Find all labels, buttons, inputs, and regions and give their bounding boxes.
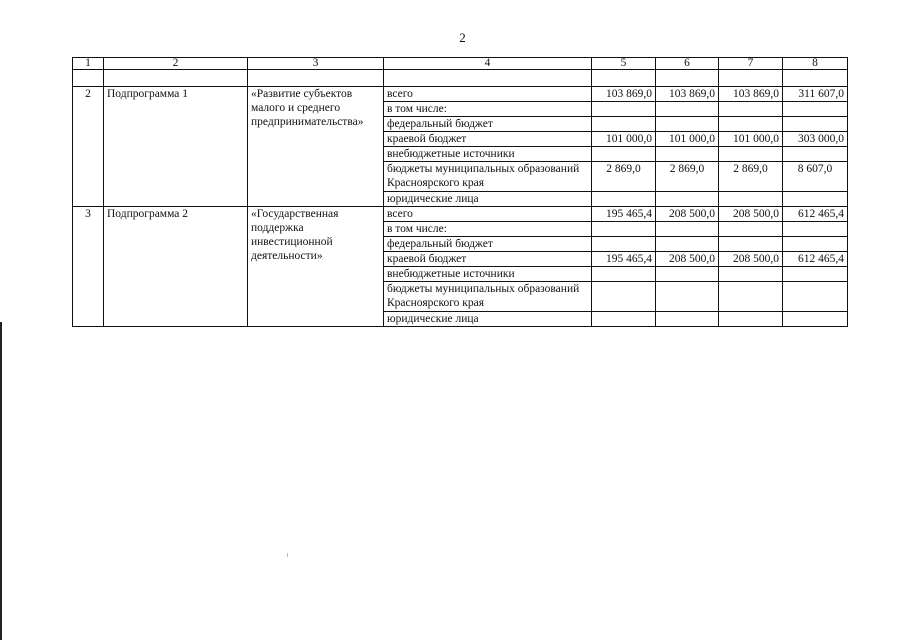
value-cell [592,237,656,252]
row-label: внебюджетные источники [384,147,592,162]
value-cell: 103 869,0 [592,87,656,102]
row-label: краевой бюджет [384,132,592,147]
row-label: внебюджетные источники [384,267,592,282]
column-header-8: 8 [783,58,848,70]
value-cell [592,282,656,312]
value-cell [783,222,848,237]
value-cell [783,282,848,312]
value-cell: 2 869,0 [592,162,656,192]
value-cell: 2 869,0 [719,162,783,192]
value-cell [783,312,848,327]
value-cell [783,102,848,117]
value-cell: 208 500,0 [719,207,783,222]
section-number: 2 [73,87,104,207]
value-cell [783,147,848,162]
funding-table [72,57,848,327]
column-header-2: 2 [104,58,248,70]
value-cell: 208 500,0 [719,252,783,267]
value-cell [592,267,656,282]
row-label: краевой бюджет [384,252,592,267]
value-cell: 101 000,0 [719,132,783,147]
value-cell [783,117,848,132]
value-cell [592,312,656,327]
value-cell: 208 500,0 [656,252,719,267]
value-cell: 612 465,4 [783,207,848,222]
value-cell [592,117,656,132]
value-cell [719,117,783,132]
column-header-3: 3 [248,58,384,70]
value-cell [592,192,656,207]
spacer-row [73,70,848,87]
section-number: 3 [73,207,104,327]
row-label: юридические лица [384,192,592,207]
column-header-7: 7 [719,58,783,70]
subprogram-title: «Государственная поддержка инвестиционной деятельности» [248,207,384,327]
value-cell [592,102,656,117]
scan-edge-line [0,322,2,640]
value-cell [719,222,783,237]
column-header-6: 6 [656,58,719,70]
value-cell: 612 465,4 [783,252,848,267]
value-cell [656,267,719,282]
row-label: в том числе: [384,222,592,237]
subprogram-name: Подпрограмма 1 [104,87,248,207]
value-cell [783,192,848,207]
value-cell: 303 000,0 [783,132,848,147]
value-cell [656,192,719,207]
value-cell: 8 607,0 [783,162,848,192]
value-cell [656,117,719,132]
table-row [73,87,848,102]
value-cell [719,312,783,327]
value-cell [592,222,656,237]
value-cell [656,282,719,312]
value-cell [656,102,719,117]
row-label: бюджеты муниципальных образований Красноярского края [384,282,592,312]
value-cell [783,237,848,252]
value-cell [719,102,783,117]
scan-speck [287,553,288,557]
subprogram-name: Подпрограмма 2 [104,207,248,327]
row-label: в том числе: [384,102,592,117]
value-cell: 2 869,0 [656,162,719,192]
value-cell: 103 869,0 [719,87,783,102]
value-cell: 311 607,0 [783,87,848,102]
value-cell [783,267,848,282]
value-cell [656,312,719,327]
column-header-4: 4 [384,58,592,70]
column-header-row [73,58,848,70]
value-cell: 195 465,4 [592,252,656,267]
value-cell: 195 465,4 [592,207,656,222]
subprogram-title: «Развитие субъектов малого и среднего предпринимательства» [248,87,384,207]
value-cell: 101 000,0 [656,132,719,147]
value-cell [656,222,719,237]
page-number: 2 [459,30,466,45]
table-row [73,207,848,222]
row-label: юридические лица [384,312,592,327]
value-cell [719,237,783,252]
value-cell: 103 869,0 [656,87,719,102]
row-label: федеральный бюджет [384,117,592,132]
value-cell: 101 000,0 [592,132,656,147]
row-label: всего [384,207,592,222]
value-cell [592,147,656,162]
column-header-5: 5 [592,58,656,70]
value-cell: 208 500,0 [656,207,719,222]
value-cell [719,192,783,207]
value-cell [719,282,783,312]
column-header-1: 1 [73,58,104,70]
value-cell [719,267,783,282]
row-label: бюджеты муниципальных образований Красноярского края [384,162,592,192]
value-cell [656,237,719,252]
row-label: всего [384,87,592,102]
value-cell [719,147,783,162]
value-cell [656,147,719,162]
row-label: федеральный бюджет [384,237,592,252]
